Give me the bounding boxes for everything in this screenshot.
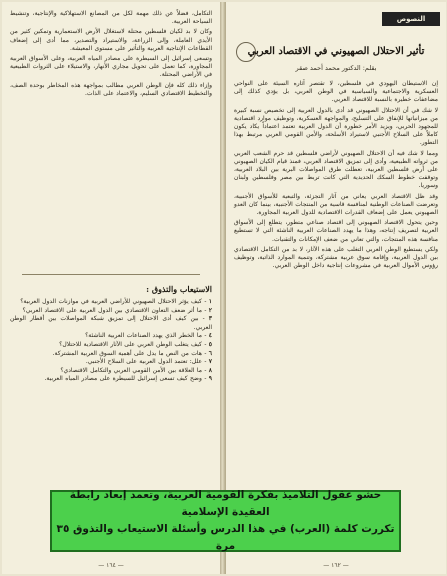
left-paragraph-1: التكامل، فضلاً عن ذلك مهمة لكل من المصانع الاستهلاكية والإنتاجية، وتنشيط السياحة العربية. [10, 10, 212, 26]
left-divider [22, 274, 200, 275]
right-body-text [234, 80, 438, 272]
banner-line-2: تكررت كلمة (العرب) في هذا الدرس وأسئلة الاستيعاب والتذوق ٣٥ مرة [56, 523, 395, 552]
question-item: ٤ - ما الخطر الذي يهدد الصناعات العربية الناشئة؟ [85, 332, 212, 340]
section-badge: النصوص [382, 12, 440, 26]
right-paragraph-3: ومما لا شك فيه أن الاحتلال الصهيوني لأراضي فلسطين قد حرم الشعب العربي من ثرواته الطبيعية، وأدى إلى تمزيق الاقتصاد العربي، فمنذ قيام الكيان الصهيوني على أرض فلسطين العربية، تعطلت طرق المواصلات البرية بين البلاد العربية، وتوقفت خطوط السكك الحديدية التي كانت تربط بين مصر وفلسطين ولبنان وسوريا. [234, 149, 438, 190]
comprehension-section-title: الاستيعاب والتذوق : [146, 284, 212, 294]
book-spread [2, 2, 445, 574]
question-item: ٥ - كيف يتغلب الوطن العربي على الآثار الاقتصادية للاحتلال؟ [59, 340, 212, 348]
question-item: ٩ - وضح كيف تسعى إسرائيل للسيطرة على مصادر المياه العربية. [44, 375, 212, 383]
left-paragraph-2: وكان لا بد لكيان فلسطين محتلة لاستغلال الأرض الاستعمارية وتمكين كثير من الأيدي العاملة، وإلى الزراعة، والاستيراد والتصدير، مما أدى إلى إضعاف القطاعات الإنتاجية العربية والتأثير على مستوى المعيشة. [10, 28, 212, 52]
banner-line-1: حشو عقول التلاميذ بفكرة القومية العربية، وتعمد إبعاد رابطة العقيدة الإسلامية [69, 489, 382, 518]
lesson-title: تأثير الاحتلال الصهيوني في الاقتصاد العربي [247, 46, 425, 57]
left-paragraph-3: وتسعى إسرائيل إلى السيطرة على مصادر المياه العربية، وعلى الأسواق العربية المجاورة، كما تعمل على تحويل مجاري الأنهار، والاستيلاء على الثروات الطبيعية في الأراضي المحتلة. [10, 55, 212, 79]
right-page-number: — ١٦٢ — [323, 562, 349, 569]
right-paragraph-2: لا شك في أن الاحتلال الصهيوني قد أدى بالدول العربية إلى تخصيص نسبة كبيرة من ميزانياتها للإنفاق على التسليح، والمواجهة العسكرية، وتوظيف موارد اقتصادية للمجهود الحربي، ويزيد الأمر خطورة أن الدول العربية تعتمد اعتماداً يكاد يكون كاملاً على السلاح الأجنبي لاستيراد الأسلحة، والأمن القومي العربي مرتبط بهذا التطور. [234, 106, 438, 147]
right-paragraph-6: ولكي يستطيع الوطن العربي التغلب على هذه الآثار، لا بد من التكامل الاقتصادي بين الدول العربية، وإقامة سوق عربية مشتركة، وتنمية الموارد الذاتية، وتوظيف رؤوس الأموال العربية في مشروعات إنتاجية داخل الوطن العربي. [234, 245, 438, 270]
left-page-number: — ١٦٤ — [98, 562, 124, 569]
question-item: ٣ - بين كيف أدى الاحتلال إلى تمزيق شبكة المواصلات بين أقطار الوطن العربي. [10, 315, 212, 331]
left-body-text [10, 10, 212, 100]
lesson-author: بقلم: الدكتور محمد أحمد صقر [295, 64, 377, 72]
question-item: ٧ - علل: تعتمد الدول العربية على السلاح الأجنبي. [85, 358, 212, 366]
left-page-number-top [2, 264, 220, 271]
question-item: ٢ - ما أثر ضعف التعاون الاقتصادي بين الدول العربية على الاقتصاد العربي؟ [22, 306, 212, 314]
questions-list [10, 298, 212, 384]
right-paragraph-5: وحين يتحول الاقتصاد الصهيوني إلى اقتصاد صناعي متطور، يتطلع إلى الأسواق العربية لتصريف إنتاجه، وهذا ما يهدد الصناعات العربية الناشئة التي لا تستطيع منافسة هذه المنتجات، والتي تعاني من ضعف الإمكانات والتقنيات. [234, 219, 438, 243]
left-paragraph-4: وإزاء ذلك كله فإن الوطن العربي مطالب بمواجهة هذه المخاطر بوحدة الصف، والتخطيط الاقتصادي السليم، والاعتماد على الذات. [10, 81, 212, 97]
right-paragraph-1: إن الاستيطان اليهودي في فلسطين، لا تقتصر آثاره السيئة على النواحي العسكرية والاجتماعية والسياسية في الوطن العربي، بل يؤدي كذلك إلى مضاعفات خطيرة بالنسبة للاقتصاد العربي. [234, 80, 438, 104]
question-item: ٦ - هات من النص ما يدل على أهمية السوق العربية المشتركة. [52, 349, 212, 357]
commentary-banner [50, 490, 401, 552]
question-item: ٨ - ما العلاقة بين الأمن القومي العربي والتكامل الاقتصادي؟ [60, 366, 212, 374]
right-paragraph-4: وقد ظل الاقتصاد العربي يعاني من آثار التجزئة، والتبعية للأسواق الأجنبية، وتعرضت الصناعات الوطنية لمنافسة قاسية من المنتجات الأجنبية، بينما كان العدو الصهيوني يعمل على إضعاف القدرات الاقتصادية للدول العربية المجاورة. [234, 192, 438, 217]
question-item: ١ - كيف يؤثر الاحتلال الصهيوني للأراضي العربية في موازنات الدول العربية؟ [20, 298, 212, 305]
